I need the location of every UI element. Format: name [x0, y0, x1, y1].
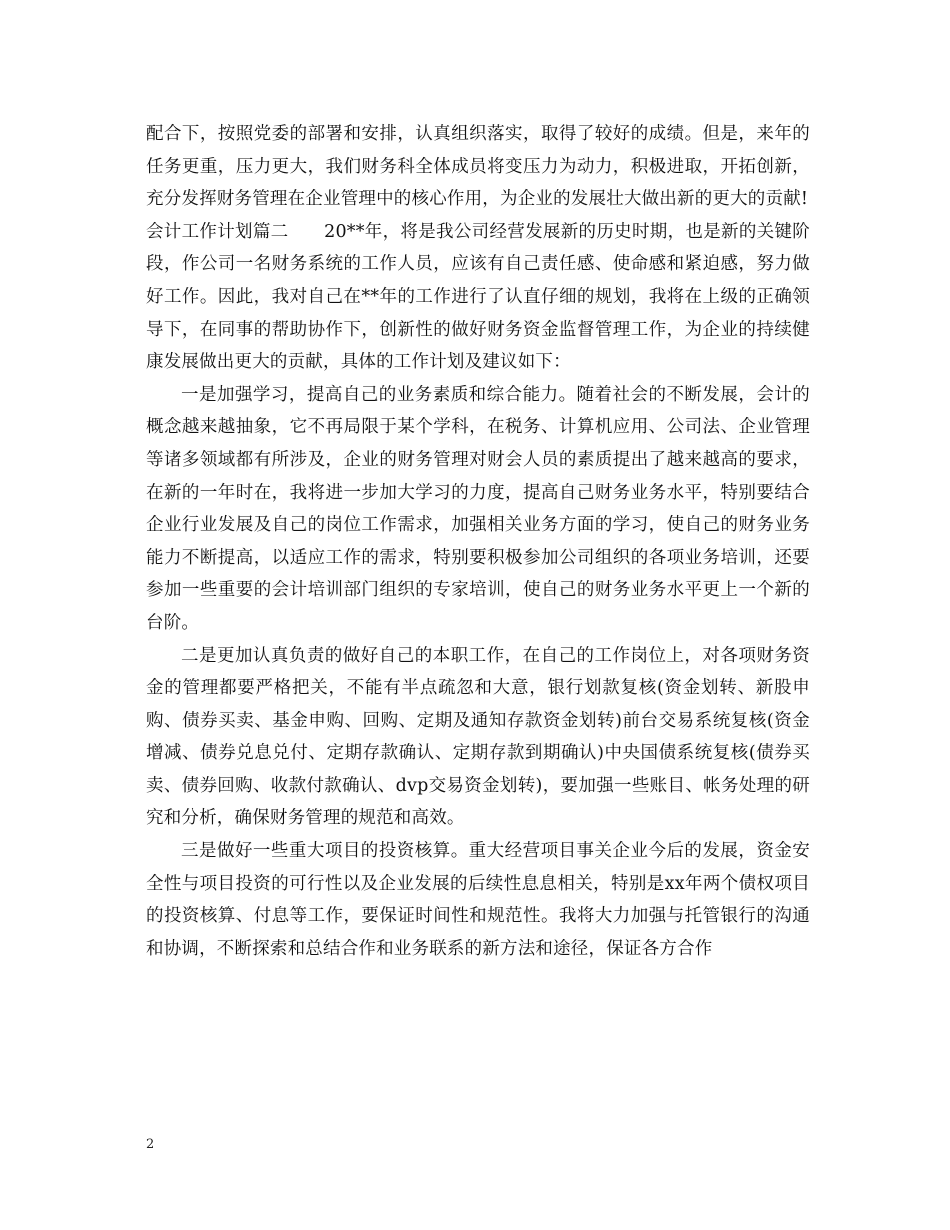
paragraph-1: 配合下，按照党委的部署和安排，认真组织落实，取得了较好的成绩。但是，来年的任务更重，压力更大，我们财务科全体成员将变压力为动力，积极进取，开拓创新，充分发挥财务管理在企业管理中的核心作用，为企业的发展壮大做出新的更大的贡献! — [146, 124, 810, 210]
paragraph-3: 一是加强学习，提高自己的业务素质和综合能力。随着社会的不断发展，会计的概念越来越抽象，它不再局限于某个学科，在税务、计算机应用、公司法、企业管理等诸多领域都有所涉及，企业的财务管理对财会人员的素质提出了越来越高的要求，在新的一年时在，我将进一步加大学习的力度，提高自己财务业务水平，特别要结合企业行业发展及自己的岗位工作需求，加强相关业务方面的学习，使自己的财务业务能力不断提高，以适应工作的需求，特别要积极参加公司组织的各项业务培训，还要参加一些重要的会计培训部门组织的专家培训，使自己的财务业务水平更上一个新的台阶。 — [146, 384, 810, 633]
paragraph-4: 二是更加认真负责的做好自己的本职工作，在自己的工作岗位上，对各项财务资金的管理都要严格把关，不能有半点疏忽和大意，银行划款复核(资金划转、新股申购、债券买卖、基金申购、回购、定期及通知存款资金划转)前台交易系统复核(资金增减、债券兑息兑付、定期存款确认、定期存款到期确认)中央国债系统复核(债券买卖、债券回购、收款付款确认、dvp交易资金划转)，要加强一些账目、帐务处理的研究和分析，确保财务管理的规范和高效。 — [146, 645, 810, 829]
paragraph-2: 会计工作计划篇二 20**年，将是我公司经营发展新的历史时期，也是新的关键阶段，作公司一名财务系统的工作人员，应该有自己责任感、使命感和紧迫感，努力做好工作。因此，我对自己在**年的工作进行了认直仔细的规划，我将在上级的正确领导下，在同事的帮助协作下，创新性的做好财务资金监督管理工作，为企业的持续健康发展做出更大的贡献，具体的工作计划及建议如下： — [146, 221, 810, 373]
document-body — [146, 118, 810, 965]
paragraph-5: 三是做好一些重大项目的投资核算。重大经营项目事关企业今后的发展，资金安全性与项目投资的可行性以及企业发展的后续性息息相关，特别是xx年两个债权项目的投资核算、付息等工作，要保证时间性和规范性。我将大力加强与托管银行的沟通和协调，不断探索和总结合作和业务联系的新方法和途径，保证各方合作 — [146, 841, 810, 959]
page-number: 2 — [146, 1137, 155, 1152]
